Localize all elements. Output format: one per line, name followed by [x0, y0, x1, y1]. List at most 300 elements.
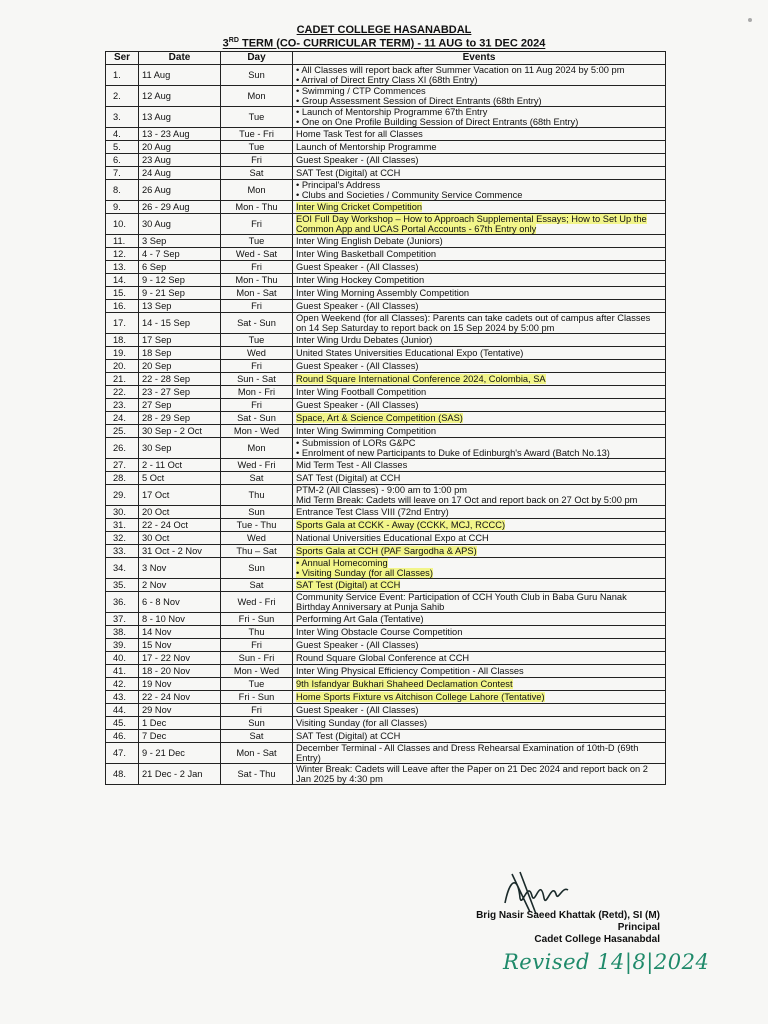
table-row: [106, 180, 666, 201]
cell-ser: 18.: [106, 334, 139, 347]
cell-events: [293, 506, 666, 519]
cell-events: [293, 360, 666, 373]
cell-date: 1 Dec: [139, 717, 221, 730]
cell-date: 2 - 11 Oct: [139, 459, 221, 472]
document-title: CADET COLLEGE HASANABDAL: [296, 24, 472, 36]
cell-events: [293, 626, 666, 639]
table-header-row: [106, 52, 666, 65]
cell-day: Tue: [221, 107, 293, 128]
cell-day: Fri - Sun: [221, 613, 293, 626]
event-text: 9th Isfandyar Bukhari Shaheed Declamation Contest: [296, 679, 513, 689]
event-text: PTM-2 (All Classes) - 9:00 am to 1:00 pm Mid Term Break: Cadets will leave on 17 Oct and report back on 27 Oct by 5:00 pm: [296, 485, 638, 505]
cell-ser: 30.: [106, 506, 139, 519]
cell-events: [293, 532, 666, 545]
event-text: Inter Wing Urdu Debates (Junior): [296, 335, 433, 345]
cell-date: 22 - 24 Oct: [139, 519, 221, 532]
cell-day: Wed - Fri: [221, 459, 293, 472]
event-text: Performing Art Gala (Tentative): [296, 614, 424, 624]
event-text: EOI Full Day Workshop – How to Approach Supplemental Essays; How to Set Up the Common App and UCAS Portal Accounts - 67th Entry only: [296, 214, 647, 234]
event-text: Inter Wing Basketball Competition: [296, 249, 437, 259]
cell-ser: 28.: [106, 472, 139, 485]
table-row: [106, 334, 666, 347]
cell-ser: 1.: [106, 65, 139, 86]
cell-events: [293, 639, 666, 652]
cell-date: 14 Nov: [139, 626, 221, 639]
cell-ser: 31.: [106, 519, 139, 532]
cell-events: [293, 235, 666, 248]
event-text: December Terminal - All Classes and Dress Rehearsal Examination of 10th-D (69th Entry): [296, 743, 639, 763]
cell-day: Fri: [221, 300, 293, 313]
cell-date: 24 Aug: [139, 167, 221, 180]
cell-day: Mon - Wed: [221, 665, 293, 678]
cell-events: [293, 592, 666, 613]
table-row: [106, 579, 666, 592]
table-row: [106, 412, 666, 425]
cell-date: 19 Nov: [139, 678, 221, 691]
cell-events: [293, 248, 666, 261]
table-row: [106, 519, 666, 532]
cell-day: Sun: [221, 506, 293, 519]
cell-events: [293, 425, 666, 438]
cell-ser: 7.: [106, 167, 139, 180]
cell-events: [293, 214, 666, 235]
cell-events: [293, 472, 666, 485]
cell-date: 23 - 27 Sep: [139, 386, 221, 399]
event-text: • Annual Homecoming • Visiting Sunday (for all Classes): [296, 558, 433, 578]
event-text: Space, Art & Science Competition (SAS): [296, 413, 463, 423]
table-row: [106, 201, 666, 214]
table-row: [106, 639, 666, 652]
cell-day: Wed: [221, 347, 293, 360]
cell-day: Sun: [221, 558, 293, 579]
cell-events: [293, 730, 666, 743]
cell-day: Sat - Thu: [221, 764, 293, 785]
event-text: Sports Gala at CCH (PAF Sargodha & APS): [296, 546, 477, 556]
table-row: [106, 261, 666, 274]
cell-day: Sun: [221, 65, 293, 86]
table-row: [106, 730, 666, 743]
cell-ser: 39.: [106, 639, 139, 652]
cell-date: 30 Aug: [139, 214, 221, 235]
cell-events: [293, 65, 666, 86]
cell-date: 21 Dec - 2 Jan: [139, 764, 221, 785]
table-row: [106, 107, 666, 128]
event-text: National Universities Educational Expo at CCH: [296, 533, 489, 543]
cell-day: Sat: [221, 730, 293, 743]
cell-date: 13 Sep: [139, 300, 221, 313]
event-text: • Launch of Mentorship Programme 67th Entry • One on One Profile Building Session of Direct Entrants (68th Entry): [296, 107, 579, 127]
signatory-institution: Cadet College Hasanabdal: [534, 934, 660, 945]
cell-ser: 29.: [106, 485, 139, 506]
cell-events: [293, 386, 666, 399]
cell-events: [293, 558, 666, 579]
table-row: [106, 300, 666, 313]
cell-events: [293, 519, 666, 532]
table-row: [106, 287, 666, 300]
cell-ser: 35.: [106, 579, 139, 592]
cell-events: [293, 287, 666, 300]
table-row: [106, 704, 666, 717]
cell-date: 18 Sep: [139, 347, 221, 360]
table-row: [106, 545, 666, 558]
cell-ser: 34.: [106, 558, 139, 579]
event-text: Home Task Test for all Classes: [296, 129, 423, 139]
cell-ser: 3.: [106, 107, 139, 128]
cell-date: 26 Aug: [139, 180, 221, 201]
event-text: Inter Wing Morning Assembly Competition: [296, 288, 470, 298]
cell-events: [293, 691, 666, 704]
cell-ser: 48.: [106, 764, 139, 785]
cell-events: [293, 678, 666, 691]
cell-events: [293, 347, 666, 360]
table-row: [106, 717, 666, 730]
table-row: [106, 399, 666, 412]
event-text: • Swimming / CTP Commences • Group Assessment Session of Direct Entrants (68th Entry): [296, 86, 542, 106]
cell-ser: 5.: [106, 141, 139, 154]
event-text: Home Sports Fixture vs Aitchison College Lahore (Tentative): [296, 692, 545, 702]
cell-ser: 27.: [106, 459, 139, 472]
cell-day: Wed - Fri: [221, 592, 293, 613]
table-row: [106, 274, 666, 287]
cell-events: [293, 412, 666, 425]
table-row: [106, 678, 666, 691]
event-text: Inter Wing English Debate (Juniors): [296, 236, 443, 246]
schedule-table: [105, 51, 666, 785]
cell-day: Mon - Sat: [221, 743, 293, 764]
event-text: Inter Wing Physical Efficiency Competition - All Classes: [296, 666, 524, 676]
cell-day: Mon - Thu: [221, 201, 293, 214]
cell-date: 14 - 15 Sep: [139, 313, 221, 334]
cell-day: Wed: [221, 532, 293, 545]
cell-day: Mon: [221, 180, 293, 201]
cell-date: 3 Nov: [139, 558, 221, 579]
event-text: Sports Gala at CCKK - Away (CCKK, MCJ, RCCC): [296, 520, 506, 530]
cell-ser: 38.: [106, 626, 139, 639]
cell-ser: 43.: [106, 691, 139, 704]
table-row: [106, 764, 666, 785]
cell-day: Thu: [221, 485, 293, 506]
event-text: Round Square Global Conference at CCH: [296, 653, 470, 663]
cell-ser: 4.: [106, 128, 139, 141]
cell-date: 5 Oct: [139, 472, 221, 485]
table-row: [106, 459, 666, 472]
cell-ser: 36.: [106, 592, 139, 613]
event-text: Guest Speaker - (All Classes): [296, 705, 419, 715]
event-text: SAT Test (Digital) at CCH: [296, 731, 401, 741]
cell-ser: 40.: [106, 652, 139, 665]
cell-day: Tue: [221, 334, 293, 347]
cell-ser: 14.: [106, 274, 139, 287]
event-text: United States Universities Educational Expo (Tentative): [296, 348, 524, 358]
cell-ser: 11.: [106, 235, 139, 248]
cell-ser: 8.: [106, 180, 139, 201]
col-header-events: Events: [293, 52, 666, 65]
cell-events: [293, 86, 666, 107]
cell-date: 6 - 8 Nov: [139, 592, 221, 613]
cell-date: 8 - 10 Nov: [139, 613, 221, 626]
cell-ser: 12.: [106, 248, 139, 261]
cell-ser: 44.: [106, 704, 139, 717]
table-row: [106, 472, 666, 485]
cell-events: [293, 399, 666, 412]
table-row: [106, 691, 666, 704]
table-row: [106, 558, 666, 579]
cell-ser: 25.: [106, 425, 139, 438]
cell-date: 20 Oct: [139, 506, 221, 519]
cell-ser: 42.: [106, 678, 139, 691]
event-text: • Submission of LORs G&PC • Enrolment of new Participants to Duke of Edinburgh's Award (Batch No.13): [296, 438, 610, 458]
cell-date: 9 - 21 Dec: [139, 743, 221, 764]
cell-events: [293, 459, 666, 472]
cell-date: 29 Nov: [139, 704, 221, 717]
event-text: SAT Test (Digital) at CCH: [296, 580, 401, 590]
cell-day: Wed - Sat: [221, 248, 293, 261]
event-text: Launch of Mentorship Programme: [296, 142, 437, 152]
table-row: [106, 425, 666, 438]
table-row: [106, 665, 666, 678]
event-text: Inter Wing Hockey Competition: [296, 275, 425, 285]
signatory-name: Brig Nasir Saeed Khattak (Retd), SI (M): [476, 910, 660, 921]
cell-day: Tue - Thu: [221, 519, 293, 532]
revised-handwritten-note: Revised 14|8|2024: [503, 950, 710, 974]
event-text: Guest Speaker - (All Classes): [296, 640, 419, 650]
cell-events: [293, 141, 666, 154]
cell-events: [293, 313, 666, 334]
cell-date: 7 Dec: [139, 730, 221, 743]
cell-day: Mon: [221, 86, 293, 107]
schedule-body: [106, 65, 666, 785]
cell-events: [293, 201, 666, 214]
cell-day: Mon - Sat: [221, 287, 293, 300]
signatory-designation: Principal: [617, 922, 660, 933]
table-row: [106, 592, 666, 613]
cell-events: [293, 764, 666, 785]
cell-events: [293, 665, 666, 678]
cell-date: 13 - 23 Aug: [139, 128, 221, 141]
cell-ser: 41.: [106, 665, 139, 678]
cell-ser: 22.: [106, 386, 139, 399]
table-row: [106, 373, 666, 386]
cell-day: Mon - Wed: [221, 425, 293, 438]
event-text: Visiting Sunday (for all Classes): [296, 718, 428, 728]
cell-date: 12 Aug: [139, 86, 221, 107]
cell-day: Fri: [221, 639, 293, 652]
cell-date: 13 Aug: [139, 107, 221, 128]
cell-day: Tue: [221, 235, 293, 248]
table-row: [106, 128, 666, 141]
event-text: Community Service Event: Participation of CCH Youth Club in Baba Guru Nanak Birthday Anniversary at Punja Sahib: [296, 592, 627, 612]
cell-day: Fri: [221, 214, 293, 235]
event-text: Guest Speaker - (All Classes): [296, 262, 419, 272]
cell-ser: 33.: [106, 545, 139, 558]
cell-date: 2 Nov: [139, 579, 221, 592]
cell-date: 30 Oct: [139, 532, 221, 545]
cell-date: 18 - 20 Nov: [139, 665, 221, 678]
cell-ser: 13.: [106, 261, 139, 274]
cell-ser: 26.: [106, 438, 139, 459]
cell-events: [293, 334, 666, 347]
table-row: [106, 438, 666, 459]
cell-day: Tue - Fri: [221, 128, 293, 141]
table-row: [106, 347, 666, 360]
cell-date: 17 - 22 Nov: [139, 652, 221, 665]
event-text: Entrance Test Class VIII (72nd Entry): [296, 507, 449, 517]
cell-day: Fri: [221, 399, 293, 412]
cell-date: 11 Aug: [139, 65, 221, 86]
cell-events: [293, 438, 666, 459]
cell-day: Fri: [221, 261, 293, 274]
table-row: [106, 167, 666, 180]
col-header-day: Day: [221, 52, 293, 65]
cell-day: Sun - Sat: [221, 373, 293, 386]
table-row: [106, 386, 666, 399]
cell-ser: 23.: [106, 399, 139, 412]
event-text: Inter Wing Obstacle Course Competition: [296, 627, 463, 637]
cell-ser: 45.: [106, 717, 139, 730]
cell-day: Sat - Sun: [221, 412, 293, 425]
table-row: [106, 743, 666, 764]
cell-date: 20 Sep: [139, 360, 221, 373]
cell-date: 27 Sep: [139, 399, 221, 412]
cell-events: [293, 154, 666, 167]
cell-ser: 16.: [106, 300, 139, 313]
cell-events: [293, 128, 666, 141]
cell-ser: 24.: [106, 412, 139, 425]
cell-date: 22 - 28 Sep: [139, 373, 221, 386]
event-text: • All Classes will report back after Summer Vacation on 11 Aug 2024 by 5:00 pm • Arrival of Direct Entry Class XI (68th Entry): [296, 65, 625, 85]
cell-day: Tue: [221, 141, 293, 154]
cell-events: [293, 274, 666, 287]
cell-ser: 15.: [106, 287, 139, 300]
cell-ser: 19.: [106, 347, 139, 360]
cell-day: Mon: [221, 438, 293, 459]
cell-events: [293, 613, 666, 626]
event-text: Guest Speaker - (All Classes): [296, 155, 419, 165]
table-row: [106, 235, 666, 248]
cell-date: 26 - 29 Aug: [139, 201, 221, 214]
col-header-ser: Ser: [106, 52, 139, 65]
cell-day: Thu: [221, 626, 293, 639]
event-text: Guest Speaker - (All Classes): [296, 400, 419, 410]
table-row: [106, 86, 666, 107]
cell-date: 3 Sep: [139, 235, 221, 248]
cell-date: 6 Sep: [139, 261, 221, 274]
cell-date: 4 - 7 Sep: [139, 248, 221, 261]
cell-date: 17 Sep: [139, 334, 221, 347]
cell-day: Sat: [221, 167, 293, 180]
table-row: [106, 214, 666, 235]
event-text: Open Weekend (for all Classes): Parents can take cadets out of campus after Classes on 14 Sep Saturday to report back on 15 Sep 2024 by 5:00 pm: [296, 313, 651, 333]
cell-date: 9 - 12 Sep: [139, 274, 221, 287]
cell-date: 30 Sep - 2 Oct: [139, 425, 221, 438]
cell-events: [293, 180, 666, 201]
cell-ser: 2.: [106, 86, 139, 107]
cell-day: Sat: [221, 579, 293, 592]
table-row: [106, 626, 666, 639]
cell-day: Sun: [221, 717, 293, 730]
cell-day: Sat: [221, 472, 293, 485]
cell-ser: 10.: [106, 214, 139, 235]
table-row: [106, 485, 666, 506]
cell-date: 17 Oct: [139, 485, 221, 506]
event-text: Guest Speaker - (All Classes): [296, 301, 419, 311]
table-row: [106, 65, 666, 86]
cell-day: Mon - Fri: [221, 386, 293, 399]
table-row: [106, 613, 666, 626]
cell-day: Fri: [221, 704, 293, 717]
cell-date: 9 - 21 Sep: [139, 287, 221, 300]
cell-date: 28 - 29 Sep: [139, 412, 221, 425]
cell-events: [293, 652, 666, 665]
cell-events: [293, 717, 666, 730]
table-row: [106, 532, 666, 545]
cell-date: 31 Oct - 2 Nov: [139, 545, 221, 558]
table-row: [106, 360, 666, 373]
table-row: [106, 313, 666, 334]
cell-events: [293, 704, 666, 717]
cell-ser: 6.: [106, 154, 139, 167]
cell-day: Fri: [221, 154, 293, 167]
event-text: Winter Break: Cadets will Leave after the Paper on 21 Dec 2024 and report back on 2 Jan 2025 by 4:30 pm: [296, 764, 648, 784]
cell-day: Fri: [221, 360, 293, 373]
cell-events: [293, 107, 666, 128]
cell-events: [293, 373, 666, 386]
cell-ser: 17.: [106, 313, 139, 334]
event-text: Inter Wing Football Competition: [296, 387, 427, 397]
cell-day: Mon - Thu: [221, 274, 293, 287]
event-text: Round Square International Conference 2024, Colombia, SA: [296, 374, 546, 384]
cell-events: [293, 300, 666, 313]
cell-day: Sat - Sun: [221, 313, 293, 334]
cell-ser: 47.: [106, 743, 139, 764]
table-row: [106, 154, 666, 167]
cell-day: Sun - Fri: [221, 652, 293, 665]
cell-ser: 9.: [106, 201, 139, 214]
cell-events: [293, 485, 666, 506]
cell-day: Thu – Sat: [221, 545, 293, 558]
cell-ser: 37.: [106, 613, 139, 626]
table-row: [106, 141, 666, 154]
cell-ser: 46.: [106, 730, 139, 743]
table-row: [106, 652, 666, 665]
event-text: Inter Wing Swimming Competition: [296, 426, 437, 436]
event-text: Mid Term Test - All Classes: [296, 460, 408, 470]
cell-ser: 32.: [106, 532, 139, 545]
table-row: [106, 248, 666, 261]
cell-ser: 20.: [106, 360, 139, 373]
col-header-date: Date: [139, 52, 221, 65]
cell-ser: 21.: [106, 373, 139, 386]
term-heading: 3RD TERM (CO- CURRICULAR TERM) - 11 AUG to 31 DEC 2024: [222, 37, 546, 50]
cell-events: [293, 261, 666, 274]
cell-date: 23 Aug: [139, 154, 221, 167]
cell-date: 15 Nov: [139, 639, 221, 652]
cell-date: 30 Sep: [139, 438, 221, 459]
event-text: SAT Test (Digital) at CCH: [296, 168, 401, 178]
cell-date: 22 - 24 Nov: [139, 691, 221, 704]
cell-events: [293, 167, 666, 180]
cell-events: [293, 545, 666, 558]
cell-date: 20 Aug: [139, 141, 221, 154]
table-row: [106, 506, 666, 519]
event-text: SAT Test (Digital) at CCH: [296, 473, 401, 483]
event-text: • Principal's Address • Clubs and Societies / Community Service Commence: [296, 180, 523, 200]
cell-events: [293, 579, 666, 592]
event-text: Guest Speaker - (All Classes): [296, 361, 419, 371]
cell-day: Fri - Sun: [221, 691, 293, 704]
event-text: Inter Wing Cricket Competition: [296, 202, 423, 212]
cell-day: Tue: [221, 678, 293, 691]
